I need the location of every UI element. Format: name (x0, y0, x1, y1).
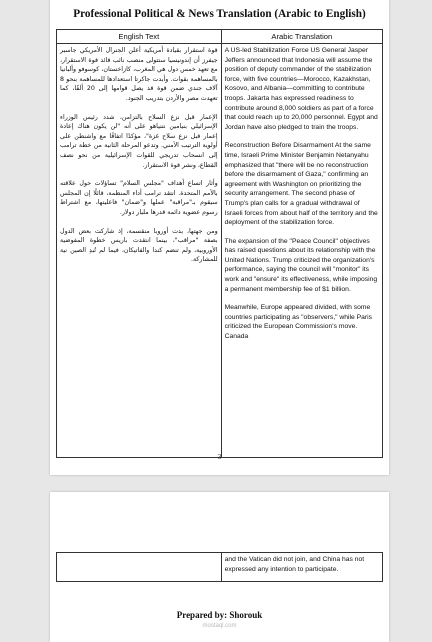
continuation-table (56, 552, 383, 582)
english-paragraph: Meanwhile, Europe appeared divided, with some countries participating as "observers," while Paris criticized the European Commission's move. Canada (224, 304, 372, 341)
document-page-2 (50, 492, 389, 642)
watermark: mostaql.com (202, 623, 237, 629)
continuation-paragraph: and the Vatican did not join, and China has not expressed any intention to participate. (224, 556, 365, 573)
arabic-paragraph: ومن جهتها، بدت أوروبا منقسمة، إذ شاركت بعض الدول بصفة "مراقب"، بينما انتقدت باريس خطوة المفوضية الأوروبية، ولم تنضم كندا والفاتيكان، فيما لم تُبدِ الصين نية للمشاركة. (60, 227, 218, 264)
document-title: Professional Political & News Translation (Arabic to English) (73, 8, 366, 20)
prepared-by: Prepared by: Shorouk (176, 610, 263, 620)
arabic-paragraph: وأثار اتساع أهداف "مجلس السلام" تساؤلات حول علاقته بالأمم المتحدة. انتقد ترامب أداء المنظمة، قائلًا إن المجلس سيقوم بـ"مراقبة" عملها و"ضمان" فاعليتها، مع اشتراط رسوم عضوية دائمة قدرها مليار دولار. (60, 180, 218, 216)
english-paragraph: A US-led Stabilization Force US General Jasper Jeffers announced that Indonesia will assume the position of deputy commander of the stabilization force, with five countries—Morocco, Kazakhstan, Kosovo, and Albania—committing to contribute troops. Jakarta has expressed readiness to contribute around 8,000 soldiers as part of a force that could reach up to 20,000 personnel. Egypt and Jordan have also pledged to train the troops. (224, 47, 378, 131)
arabic-paragraph: قوة استقرار بقيادة أمريكية أعلن الجنرال الأمريكي جاسبر جيفرز أن إندونيسيا ستتولى منصب نائب قائد قوة الاستقرار، مع تعهد خمس دول هي المغرب، كازاخستان، كوسوفو وألبانيا بالمساهمة بقوات. وأبدت جاكرتا استعدادها للمساهمة بنحو 8 آلاف جندي ضمن قوة قد يصل قوامها إلى 20 ألفًا، كما تعهدت مصر والأردن بتدريب الجنود. (60, 47, 218, 102)
translation-table (56, 29, 383, 458)
document-page-1 (50, 0, 389, 475)
continuation-arabic-cell (57, 553, 222, 582)
continuation-english-cell (221, 553, 382, 582)
column-header-arabic: Arabic Translation (221, 30, 382, 44)
arabic-paragraph: الإعمار قبل نزع السلاح بالتزامن، شدد رئيس الوزراء الإسرائيلي بنيامين نتنياهو على أنه "لن يكون هناك إعادة إعمار قبل نزع سلاح غزة"، مؤكدًا اتفاقًا مع واشنطن على أولوية الترتيب الأمني. وتدعو المرحلة الثانية من خطة ترامب إلى انسحاب تدريجي للقوات الإسرائيلية من نحو نصف القطاع، ونشر قوة الاستقرار. (60, 113, 218, 169)
english-paragraph: The expansion of the "Peace Council" objectives has raised questions about its relationship with the United Nations. Trump criticized the organization's performance, saying the council will "monitor" its work and "ensure" its effectiveness, while imposing a permanent membership fee of $1 billion. (224, 237, 378, 293)
column-header-english: English Text (57, 30, 222, 44)
english-text-cell (221, 44, 382, 458)
arabic-text-cell (57, 44, 222, 458)
page-number: 3 (217, 453, 222, 461)
english-paragraph: Reconstruction Before Disarmament At the same time, Israeli Prime Minister Benjamin Netanyahu emphasized that "there will be no reconstruction before the disarmament of Gaza," confirming an agreement with Washington on prioritizing the security arrangement. The second phase of Trump's plan calls for a gradual withdrawal of Israeli forces from about half of the territory and the deployment of the stabilization force. (224, 142, 378, 227)
